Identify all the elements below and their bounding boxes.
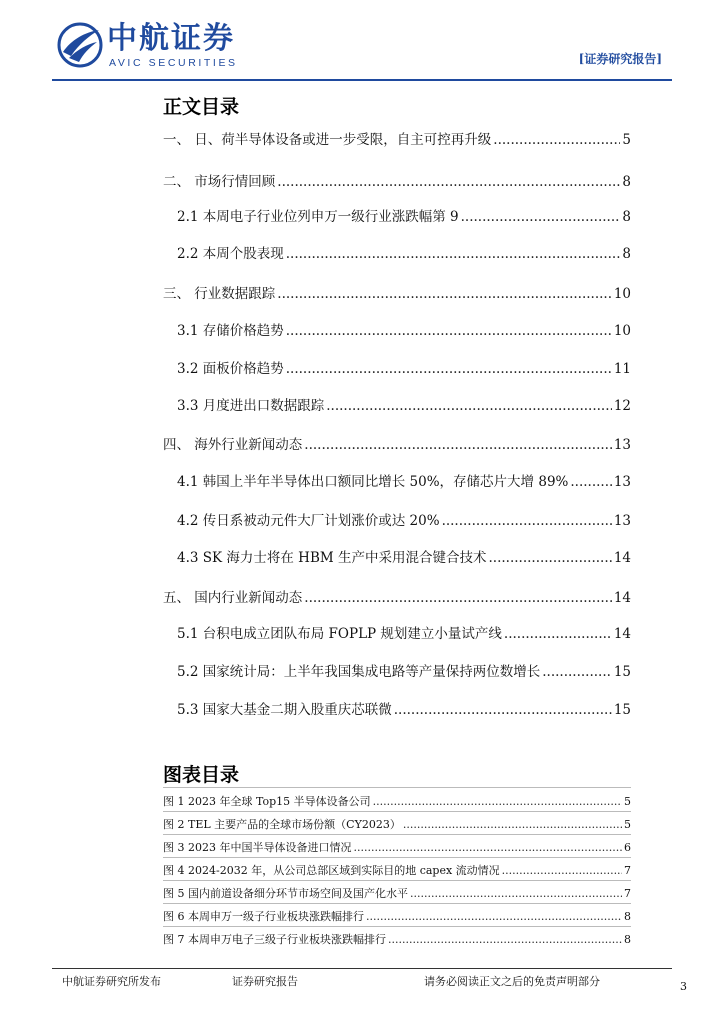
toc-entry-label: 二、 市场行情回顾 <box>163 174 276 190</box>
logo-chinese-name: 中航证券 <box>107 21 235 56</box>
figure-leader-dots <box>366 910 622 924</box>
figure-entry-label: 图 2 TEL 主要产品的全球市场份额（CY2023） <box>163 818 401 831</box>
toc-entry[interactable] <box>177 697 631 719</box>
figure-leader-dots <box>353 841 622 855</box>
toc-entry[interactable] <box>163 585 631 607</box>
page-footer <box>0 968 724 998</box>
page-header <box>0 0 724 90</box>
toc-leader-dots <box>286 322 612 340</box>
header-divider <box>52 79 672 81</box>
toc-entry-label: 五、 国内行业新闻动态 <box>163 590 303 606</box>
figures-divider <box>163 834 631 835</box>
toc-entry[interactable] <box>163 281 631 303</box>
figure-leader-dots <box>388 933 622 947</box>
footer-disclaimer: 请务必阅读正文之后的免责声明部分 <box>424 975 600 988</box>
toc-entry-page: 13 <box>613 513 631 529</box>
footer-doc-type: 证券研究报告 <box>232 975 298 988</box>
toc-leader-dots <box>570 473 611 491</box>
toc-leader-dots <box>277 285 612 303</box>
figure-entry[interactable] <box>163 929 631 947</box>
toc-entry-page: 13 <box>613 437 631 453</box>
figure-entry-label: 图 1 2023 年全球 Top15 半导体设备公司 <box>163 795 371 808</box>
toc-entry[interactable] <box>177 241 631 263</box>
report-type-tag: [证券研究报告] <box>578 52 662 66</box>
figure-leader-dots <box>373 795 622 809</box>
company-logo <box>57 20 257 72</box>
figure-leader-dots <box>410 887 622 901</box>
toc-entry-page: 8 <box>622 209 631 225</box>
figures-divider <box>163 903 631 904</box>
toc-leader-dots <box>326 397 612 415</box>
toc-entry-label: 2.1 本周电子行业位列申万一级行业涨跌幅第 9 <box>177 209 459 225</box>
toc-entry[interactable] <box>163 432 631 454</box>
toc-entry-label: 三、 行业数据跟踪 <box>163 286 276 302</box>
toc-entry-page: 13 <box>613 474 631 490</box>
figure-entry-label: 图 7 本周申万电子三级子行业板块涨跌幅排行 <box>163 933 386 946</box>
figures-divider <box>163 880 631 881</box>
toc-entry-page: 10 <box>613 286 631 302</box>
toc-entry-page: 10 <box>613 323 631 339</box>
figure-entry[interactable] <box>163 791 631 809</box>
figure-entry-page: 8 <box>624 910 631 923</box>
toc-entry[interactable] <box>177 621 631 643</box>
toc-entry[interactable] <box>177 393 631 415</box>
toc-entry[interactable] <box>177 469 631 491</box>
toc-leader-dots <box>277 173 620 191</box>
figure-entry-page: 5 <box>624 818 631 831</box>
figures-divider <box>163 926 631 927</box>
figure-entry[interactable] <box>163 860 631 878</box>
toc-leader-dots <box>304 436 612 454</box>
toc-leader-dots <box>394 701 612 719</box>
footer-publisher: 中航证券研究所发布 <box>62 975 161 988</box>
toc-entry[interactable] <box>177 318 631 340</box>
toc-entry[interactable] <box>177 508 631 530</box>
toc-entry-page: 12 <box>613 398 631 414</box>
figure-entry[interactable] <box>163 906 631 924</box>
toc-entry-page: 8 <box>622 246 631 262</box>
page-number: 3 <box>680 980 687 993</box>
toc-entry-label: 3.1 存储价格趋势 <box>177 323 284 339</box>
toc-entry-page: 14 <box>613 550 631 566</box>
toc-entry-label: 2.2 本周个股表现 <box>177 246 284 262</box>
toc-entry-label: 4.3 SK 海力士将在 HBM 生产中采用混合键合技术 <box>177 550 487 566</box>
figure-entry-page: 6 <box>624 841 631 854</box>
toc-entry-label: 4.1 韩国上半年半导体出口额同比增长 50%，存储芯片大增 89% <box>177 474 569 490</box>
toc-entry-label: 一、 日、荷半导体设备或进一步受限，自主可控再升级 <box>163 132 492 148</box>
toc-entry-page: 15 <box>613 664 631 680</box>
toc-title: 正文目录 <box>163 96 240 118</box>
avic-logo-icon <box>57 22 103 68</box>
toc-leader-dots <box>461 208 621 226</box>
footer-divider <box>52 968 672 969</box>
figure-entry[interactable] <box>163 837 631 855</box>
toc-leader-dots <box>286 245 621 263</box>
figures-title: 图表目录 <box>163 764 240 786</box>
toc-entry-label: 5.1 台积电成立团队布局 FOPLP 规划建立小量试产线 <box>177 626 502 642</box>
figure-entry-label: 图 4 2024-2032 年，从公司总部区域到实际目的地 capex 流动情况 <box>163 864 500 877</box>
toc-entry-page: 5 <box>622 132 631 148</box>
toc-leader-dots <box>542 663 612 681</box>
toc-entry-label: 5.2 国家统计局：上半年我国集成电路等产量保持两位数增长 <box>177 664 541 680</box>
figure-entry-page: 5 <box>624 795 631 808</box>
figures-divider <box>163 857 631 858</box>
toc-entry-page: 14 <box>613 590 631 606</box>
toc-entry-label: 3.2 面板价格趋势 <box>177 361 284 377</box>
figure-entry[interactable] <box>163 814 631 832</box>
toc-leader-dots <box>286 360 612 378</box>
figure-entry-page: 7 <box>624 864 631 877</box>
toc-leader-dots <box>504 625 612 643</box>
toc-entry-label: 四、 海外行业新闻动态 <box>163 437 303 453</box>
toc-entry[interactable] <box>177 204 631 226</box>
toc-entry[interactable] <box>177 356 631 378</box>
toc-leader-dots <box>488 549 611 567</box>
figure-leader-dots <box>502 864 622 878</box>
toc-entry-page: 14 <box>613 626 631 642</box>
toc-entry-label: 5.3 国家大基金二期入股重庆芯联微 <box>177 702 392 718</box>
figure-entry-label: 图 6 本周申万一级子行业板块涨跌幅排行 <box>163 910 364 923</box>
figure-leader-dots <box>403 818 622 832</box>
toc-entry-label: 3.3 月度进出口数据跟踪 <box>177 398 325 414</box>
toc-entry[interactable] <box>163 127 631 149</box>
figure-entry-page: 7 <box>624 887 631 900</box>
toc-leader-dots <box>493 131 620 149</box>
toc-entry[interactable] <box>177 545 631 567</box>
toc-entry-page: 8 <box>622 174 631 190</box>
toc-leader-dots <box>442 512 612 530</box>
figure-entry-page: 8 <box>624 933 631 946</box>
toc-entry[interactable] <box>177 659 631 681</box>
toc-entry[interactable] <box>163 169 631 191</box>
figures-divider <box>163 787 631 788</box>
logo-english-name: AVIC SECURITIES <box>109 57 238 69</box>
figures-divider <box>163 811 631 812</box>
toc-leader-dots <box>304 589 612 607</box>
toc-entry-label: 4.2 传日系被动元件大厂计划涨价或达 20% <box>177 513 440 529</box>
toc-entry-page: 11 <box>613 361 631 377</box>
figure-entry[interactable] <box>163 883 631 901</box>
toc-entry-page: 15 <box>613 702 631 718</box>
figure-entry-label: 图 5 国内前道设备细分环节市场空间及国产化水平 <box>163 887 408 900</box>
figure-entry-label: 图 3 2023 年中国半导体设备进口情况 <box>163 841 352 854</box>
